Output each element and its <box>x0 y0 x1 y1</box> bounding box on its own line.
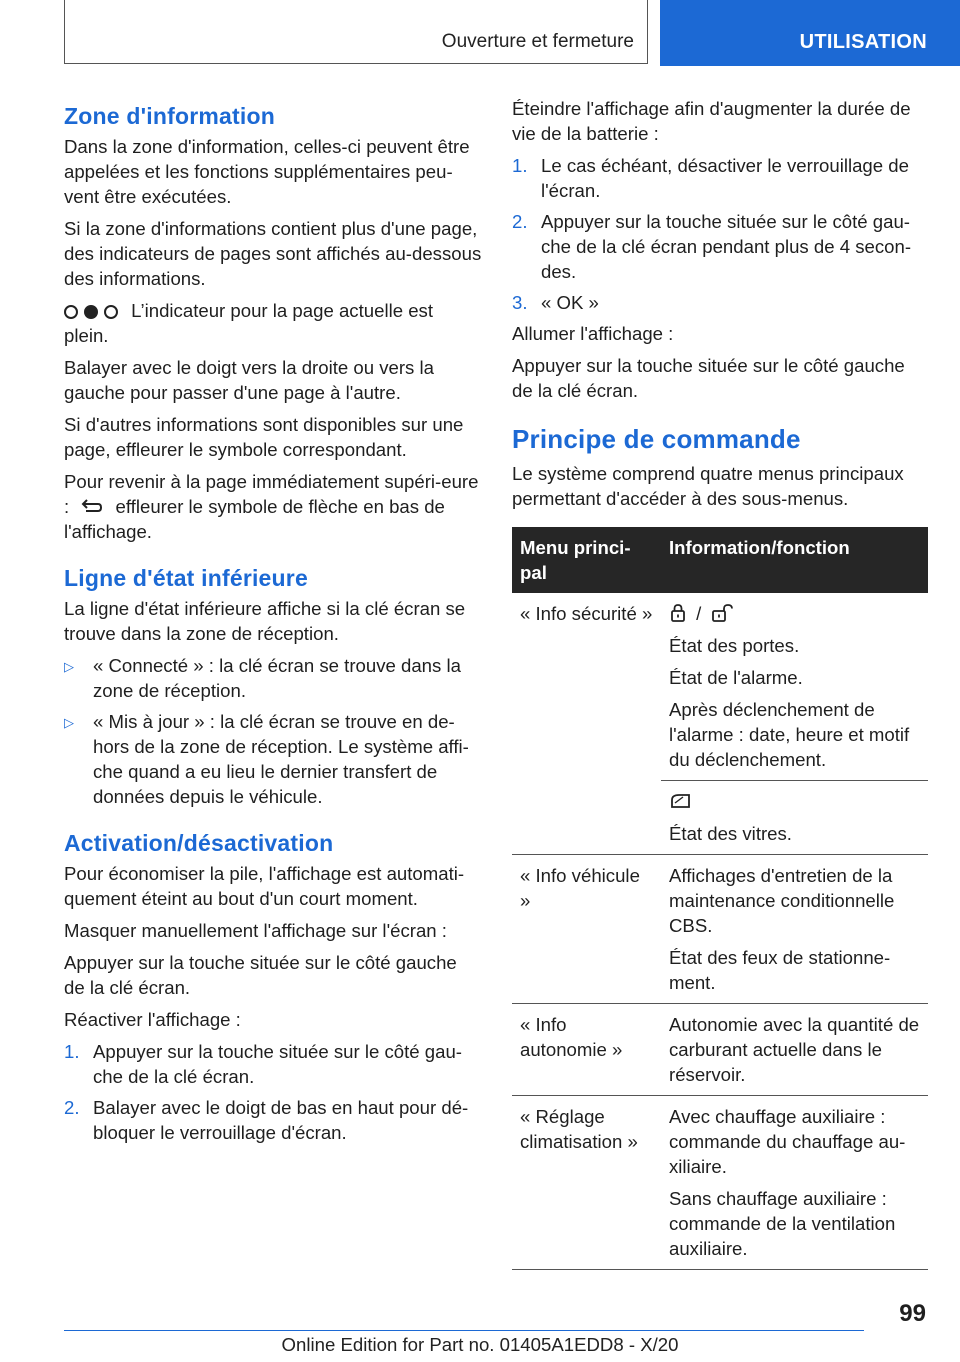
info-cell <box>661 1096 928 1270</box>
step-text: Le cas échéant, désactiver le verrouillage de l'écran. <box>541 155 909 201</box>
slash-separator: / <box>696 603 702 624</box>
info-cell <box>661 855 928 1004</box>
table-row <box>512 1096 928 1270</box>
edition-footer: Online Edition for Part no. 01405A1EDD8 - X/20 <box>281 1334 679 1355</box>
heading-activation: Activation/désactivation <box>64 830 334 856</box>
bullet-list <box>64 653 482 809</box>
numbered-list <box>512 153 928 315</box>
table-row <box>512 593 928 781</box>
paragraph: Réactiver l'affichage : <box>64 1009 241 1030</box>
info-line: État des feux de stationne-ment. <box>669 947 891 993</box>
paragraph: Éteindre l'affichage afin d'augmenter la durée de vie de la batterie : <box>512 98 911 144</box>
window-icon-line <box>669 789 920 814</box>
paragraph: Si d'autres informations sont disponibles sur une page, effleurer le symbole correspondant. <box>64 414 464 460</box>
info-line: Sans chauffage auxiliaire : commande de la ventilation auxiliaire. <box>669 1188 896 1259</box>
heading-ligne-etat: Ligne d'état inférieure <box>64 565 308 591</box>
step-text: « OK » <box>541 292 599 313</box>
info-line: Après déclenchement de l'alarme : date, heure et motif du déclenchement. <box>669 699 910 770</box>
info-line: État de l'alarme. <box>669 667 803 688</box>
step-number: 1. <box>64 1041 80 1062</box>
triangle-bullet-icon: ▷ <box>64 715 74 730</box>
menu-cell-empty <box>512 781 661 855</box>
menu-cell: « Info autonomie » <box>512 1004 661 1096</box>
list-item <box>512 153 928 203</box>
unlocked-icon <box>711 603 737 623</box>
paragraph: La ligne d'état inférieure affiche si la clé écran se trouve dans la zone de réception. <box>64 598 466 644</box>
list-item <box>512 290 928 315</box>
triangle-bullet-icon: ▷ <box>64 659 74 674</box>
info-cell <box>661 1004 928 1096</box>
list-item <box>64 1095 482 1145</box>
info-line: Autonomie avec la quantité de carburant actuelle dans le réservoir. <box>669 1014 920 1085</box>
chapter-tab: UTILISATION <box>660 0 960 66</box>
paragraph: Masquer manuellement l'affichage sur l'écran : <box>64 920 447 941</box>
table-row <box>512 1004 928 1096</box>
back-arrow-icon <box>80 498 104 516</box>
right-column <box>512 96 928 1270</box>
left-column <box>64 96 482 1151</box>
step-text: Balayer avec le doigt de bas en haut pour dé-bloquer le verrouillage d'écran. <box>93 1097 469 1143</box>
paragraph: Appuyer sur la touche située sur le côté gauche de la clé écran. <box>512 355 905 401</box>
info-line: Affichages d'entretien de la maintenance conditionnelle CBS. <box>669 865 895 936</box>
footer-divider <box>64 1330 864 1331</box>
menu-cell: « Info véhicule » <box>512 855 661 1004</box>
menu-table <box>512 527 928 1270</box>
paragraph: Si la zone d'informations contient plus d'une page, des indicateurs de pages sont affichés au-dessous des informations. <box>64 218 482 289</box>
paragraph-text: Pour revenir à la page immédiatement supéri-eure : <box>64 471 479 517</box>
section-title: Ouverture et fermeture <box>64 0 648 64</box>
page-header <box>64 0 960 66</box>
table-row <box>512 781 928 855</box>
info-line: État des vitres. <box>669 823 792 844</box>
list-item <box>512 209 928 284</box>
empty-dot-icon <box>64 305 78 319</box>
info-cell <box>661 593 928 781</box>
list-item-text: « Connecté » : la clé écran se trouve dans la zone de réception. <box>93 655 461 701</box>
info-line: Avec chauffage auxiliaire : commande du chauffage au-xiliaire. <box>669 1106 906 1177</box>
paragraph: Balayer avec le doigt vers la droite ou vers la gauche pour passer d'une page à l'autre. <box>64 357 434 403</box>
list-item <box>64 653 482 703</box>
paragraph: Allumer l'affichage : <box>512 323 674 344</box>
lock-icons-line <box>669 601 920 626</box>
paragraph: Le système comprend quatre menus principaux permettant d'accéder à des sous-menus. <box>512 463 904 509</box>
empty-dot-icon <box>104 305 118 319</box>
window-icon <box>669 791 693 811</box>
paragraph: Appuyer sur la touche située sur le côté gauche de la clé écran. <box>64 952 457 998</box>
table-header-row <box>512 527 928 593</box>
heading-principe-commande: Principe de commande <box>512 424 801 454</box>
list-item <box>64 709 482 809</box>
column-header-info: Information/fonction <box>661 527 928 593</box>
paragraph: Dans la zone d'information, celles-ci peuvent être appelées et les fonctions supplémentaires peu-vent être exécutées. <box>64 136 470 207</box>
info-cell <box>661 781 928 855</box>
info-line: État des portes. <box>669 635 800 656</box>
locked-icon <box>669 603 687 623</box>
paragraph-text: effleurer le symbole de flèche en bas de l'affichage. <box>64 496 445 542</box>
paragraph-text: L’indicateur pour la page actuelle est plein. <box>64 300 434 346</box>
step-number: 3. <box>512 292 528 313</box>
step-text: Appuyer sur la touche située sur le côté gau-che de la clé écran pendant plus de 4 secon-des. <box>541 211 912 282</box>
step-number: 2. <box>64 1097 80 1118</box>
step-number: 2. <box>512 211 528 232</box>
paragraph-back-arrow <box>64 469 482 544</box>
paragraph: Pour économiser la pile, l'affichage est automati-quement éteint au bout d'un court moment. <box>64 863 465 909</box>
list-item <box>64 1039 482 1089</box>
menu-cell: « Info sécurité » <box>520 603 653 624</box>
paragraph-page-indicator <box>64 298 482 348</box>
step-number: 1. <box>512 155 528 176</box>
page-number: 99 <box>899 1300 926 1327</box>
list-item-text: « Mis à jour » : la clé écran se trouve en de-hors de la zone de réception. Le système affi-che quand a eu lieu le dernier transfert de données depuis le véhicule. <box>93 711 469 807</box>
column-header-menu: Menu princi-pal <box>512 527 661 593</box>
step-text: Appuyer sur la touche située sur le côté gau-che de la clé écran. <box>93 1041 462 1087</box>
numbered-list <box>64 1039 482 1145</box>
menu-cell: « Réglage climatisation » <box>512 1096 661 1270</box>
table-row <box>512 855 928 1004</box>
filled-dot-icon <box>84 305 98 319</box>
page-indicator-dots-icon <box>64 305 118 319</box>
heading-zone-information: Zone d'information <box>64 103 275 129</box>
